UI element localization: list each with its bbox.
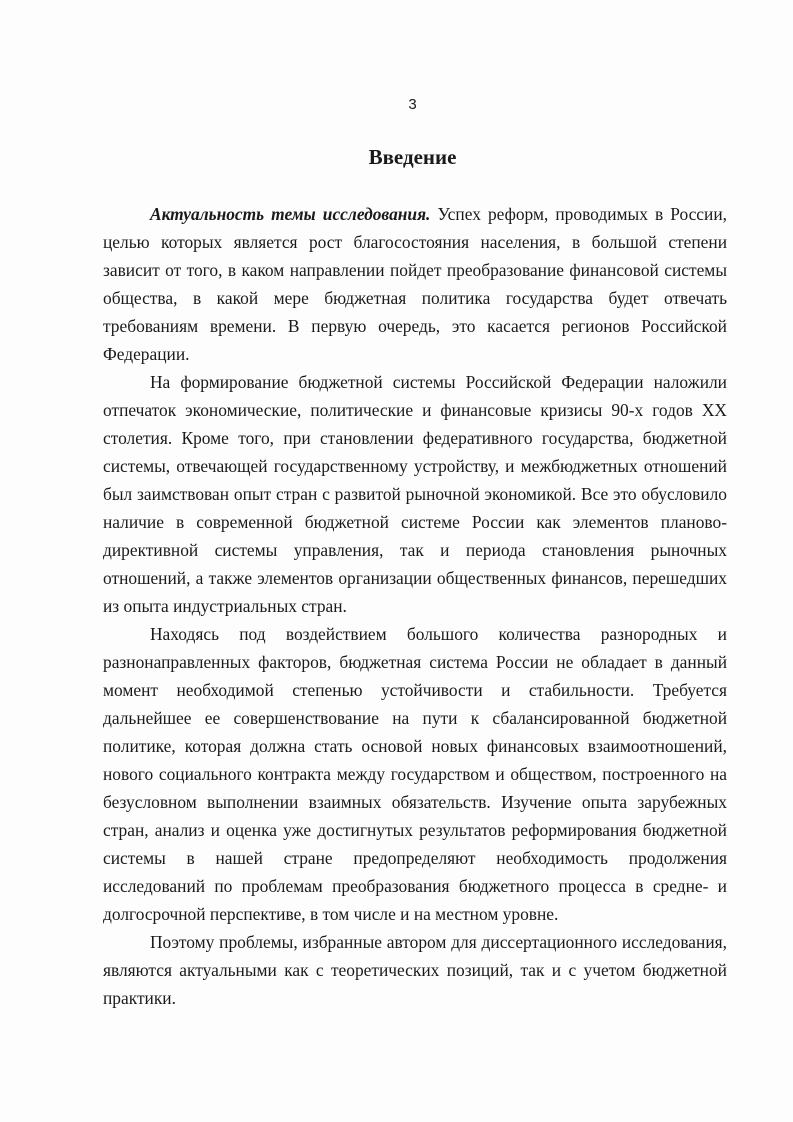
paragraph-text: На формирование бюджетной системы Российской Федерации наложили отпечаток экономические, политические и финансовые кризисы 90-х годов XX столетия. Кроме того, при становлении федеративного государства, бюджетной системы, отвечающей государственному устройству, и межбюджетных отношений был заимствован опыт стран с развитой рыночной экономикой. Все это обусловило наличие в современной бюджетной системе России как элементов планово-директивной системы управления, так и периода становления рыночных отношений, а также элементов организации общественных финансов, перешедших из опыта индустриальных стран.	[103, 372, 727, 616]
paragraph	[103, 200, 727, 368]
paragraph-text: Поэтому проблемы, избранные автором для диссертационного исследования, являются актуальными как с теоретических позиций, так и с учетом бюджетной практики.	[103, 932, 727, 1008]
body-text	[103, 200, 727, 1012]
paragraph	[103, 368, 727, 620]
paragraph	[103, 928, 727, 1012]
paragraph-text: Находясь под воздействием большого количества разнородных и разнонаправленных факторов, бюджетная система России не обладает в данный момент необходимой степенью устойчивости и стабильности. Требуется дальнейшее ее совершенствование на пути к сбалансированной бюджетной политике, которая должна стать основой новых финансовых взаимоотношений, нового социального контракта между государством и обществом, построенного на безусловном выполнении взаимных обязательств. Изучение опыта зарубежных стран, анализ и оценка уже достигнутых результатов реформирования бюджетной системы в нашей стране предопределяют необходимость продолжения исследований по проблемам преобразования бюджетного процесса в средне- и долгосрочной перспективе, в том числе и на местном уровне.	[103, 624, 727, 924]
page-title: Введение	[368, 145, 457, 169]
paragraph-lead: Актуальность темы исследования.	[150, 204, 431, 224]
page-number: 3	[408, 96, 417, 113]
paragraph	[103, 620, 727, 928]
paragraph-text: Успех реформ, проводимых в России, целью которых является рост благосостояния населения, в большой степени зависит от того, в каком направлении пойдет преобразование финансовой системы общества, в какой мере бюджетная политика государства будет отвечать требованиям времени. В первую очередь, это касается регионов Российской Федерации.	[103, 204, 727, 364]
